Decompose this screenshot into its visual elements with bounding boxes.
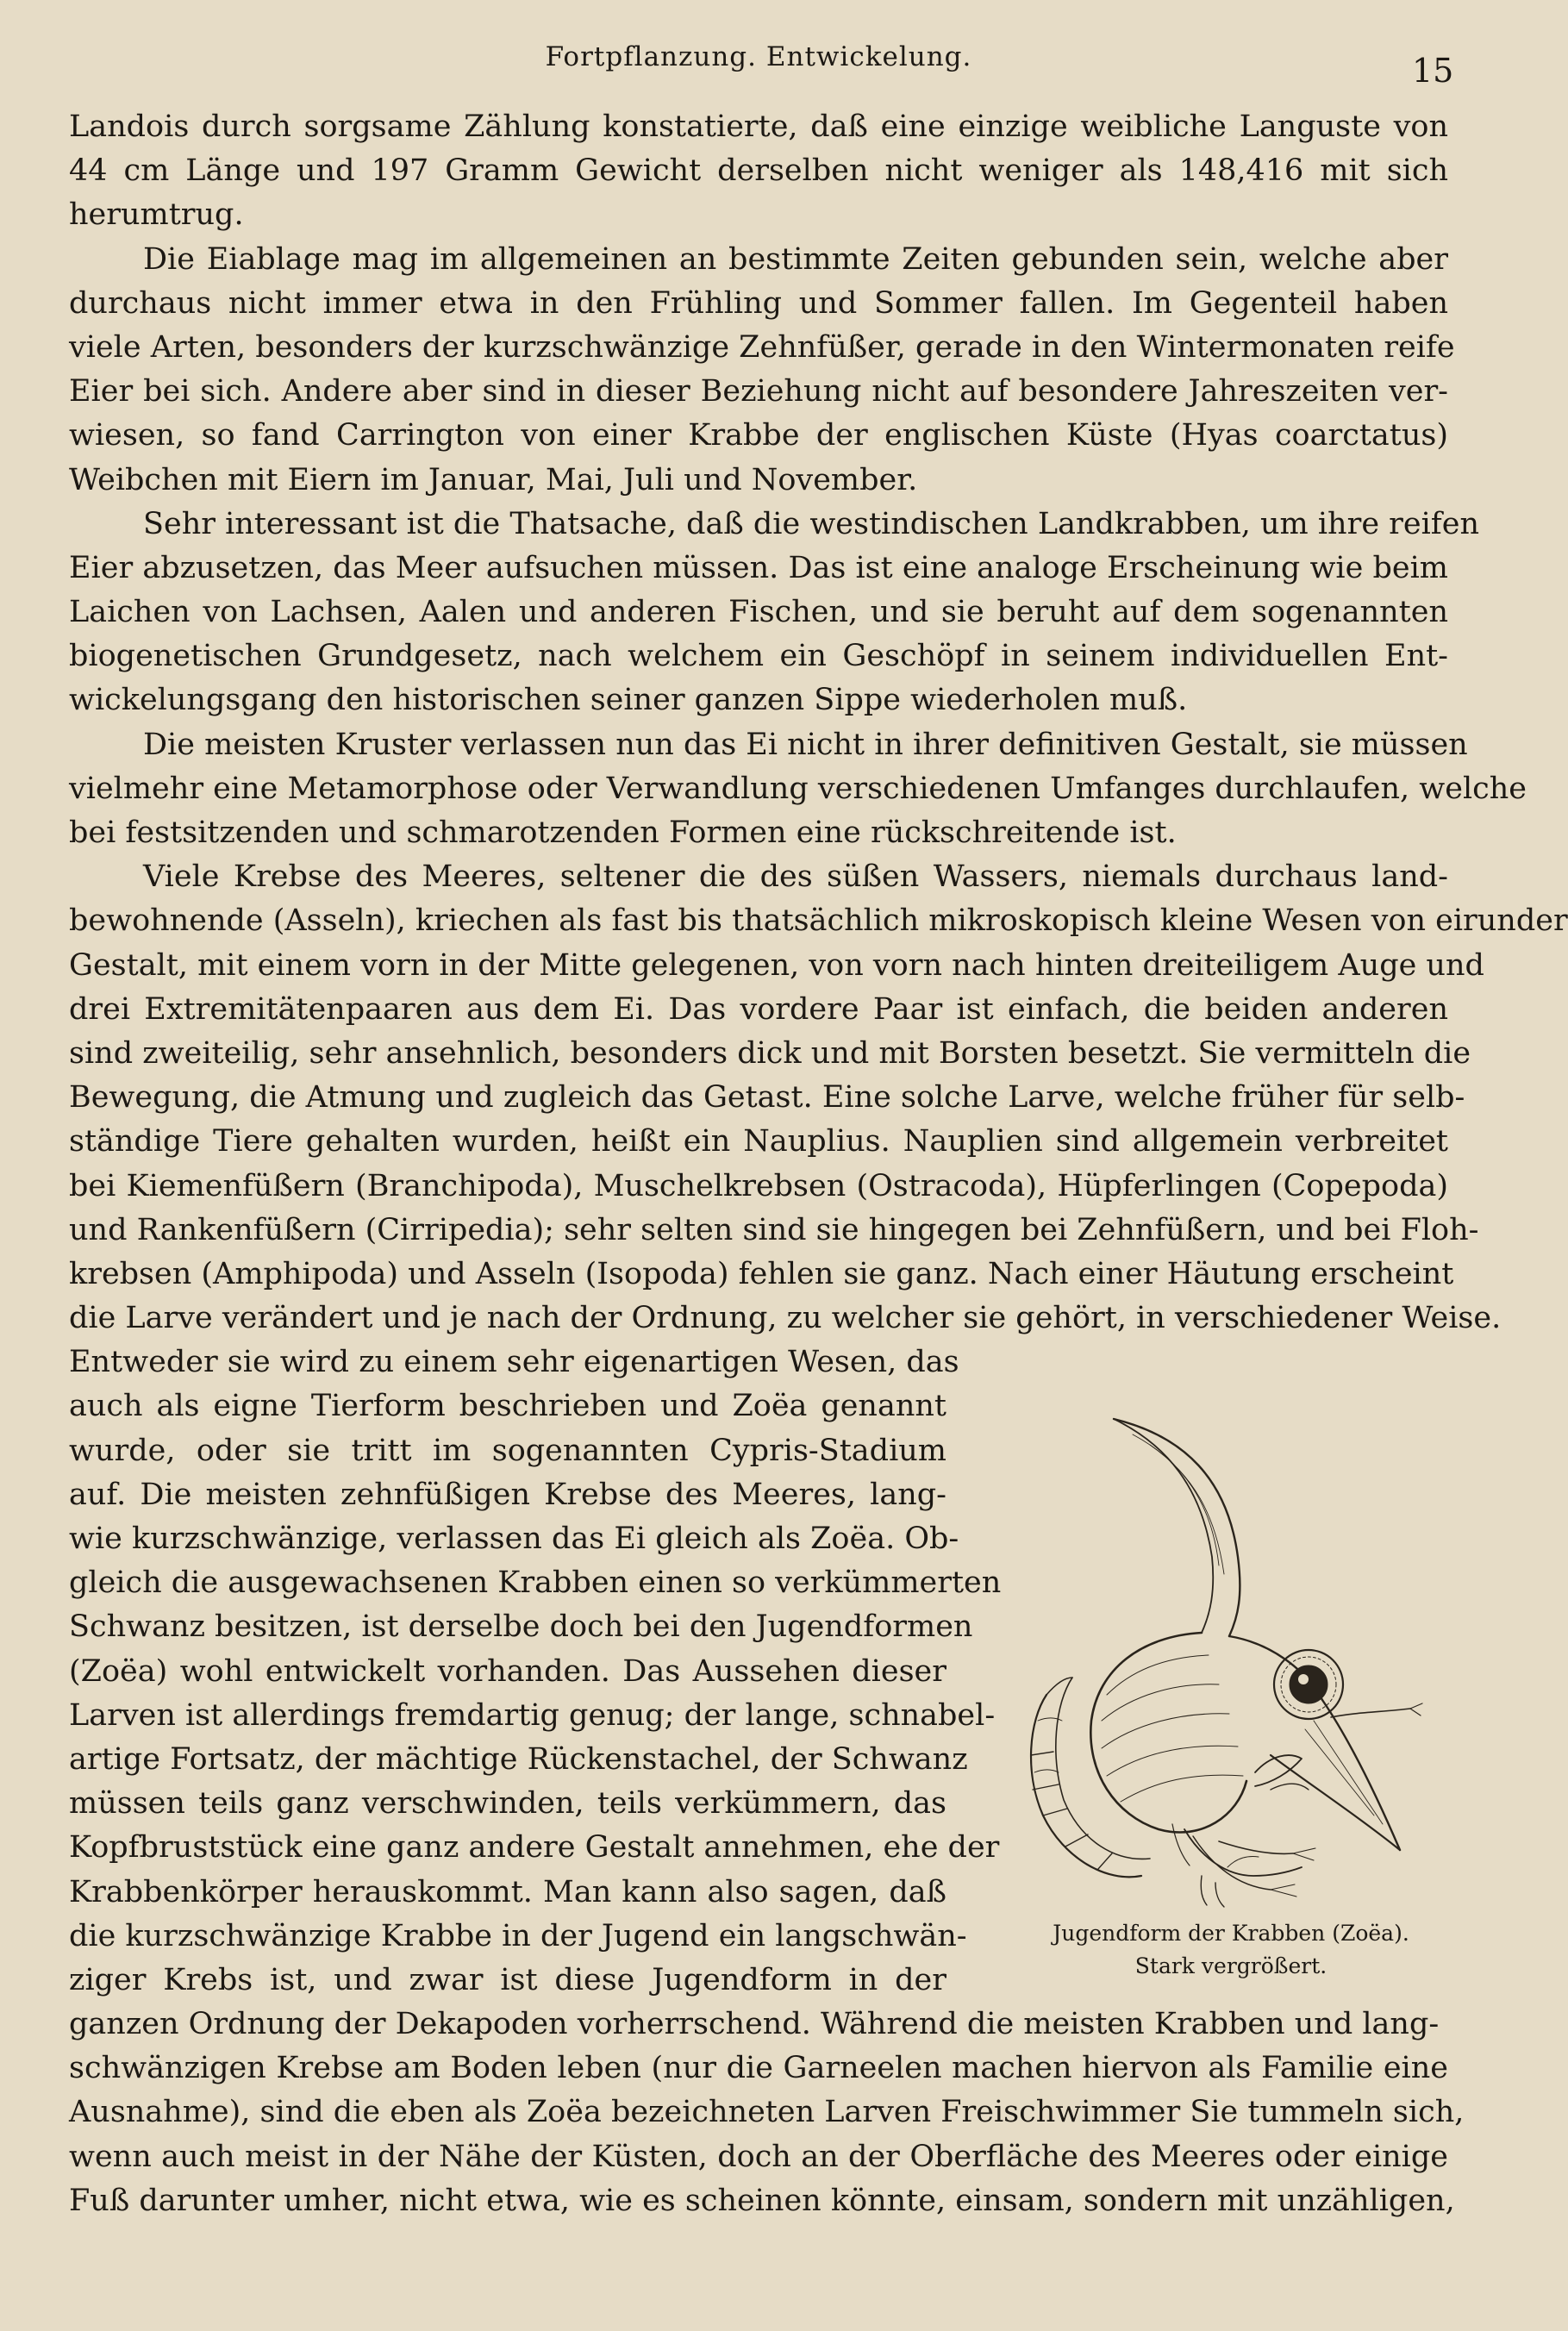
- text-line: die kurzschwänzige Krabbe in der Jugend ein langschwän-: [69, 1918, 967, 1953]
- text-line: Bewegung, die Atmung und zugleich das Getast. Eine solche Larve, welche früher für selb-: [69, 1080, 1465, 1116]
- text-line: 44 cm Länge und 197 Gramm Gewicht derselben nicht weniger als 148,416 mit sich: [69, 153, 1448, 189]
- text-line: Die meisten Kruster verlassen nun das Ei nicht in ihrer definitiven Gestalt, sie müssen: [143, 727, 1468, 762]
- text-line: die Larve verändert und je nach der Ordnung, zu welcher sie gehört, in verschiedener Weise.: [69, 1301, 1502, 1336]
- text-line: wie kurzschwänzige, verlassen das Ei gleich als Zoëa. Ob-: [69, 1522, 959, 1556]
- text-line: biogenetischen Grundgesetz, nach welchem ein Geschöpf in seinem individuellen Ent-: [69, 639, 1448, 674]
- running-title: Fortpflanzung. Entwickelung.: [545, 41, 972, 72]
- text-line: bewohnende (Asseln), kriechen als fast bis thatsächlich mikroskopisch kleine Wesen von eirunder: [69, 903, 1568, 939]
- text-line: viele Arten, besonders der kurzschwänzige Zehnfüßer, gerade in den Wintermonaten reife: [69, 329, 1455, 365]
- zoea-figure: [1007, 1410, 1455, 1983]
- figure-caption: [1007, 1917, 1455, 1983]
- caption-line: Jugendform der Krabben (Zoëa).: [1053, 1921, 1409, 1946]
- zoea-larva-illustration: [1012, 1410, 1443, 1910]
- text-line: wiesen, so fand Carrington von einer Krabbe der englischen Küste (Hyas coarctatus): [69, 418, 1448, 453]
- text-line: sind zweiteilig, sehr ansehnlich, besonders dick und mit Borsten besetzt. Sie vermitteln die: [69, 1035, 1471, 1071]
- text-line: ganzen Ordnung der Dekapoden vorherrschend. Während die meisten Krabben und lang-: [69, 2007, 1440, 2042]
- text-line: gleich die ausgewachsenen Krabben einen so verkümmerten: [69, 1565, 1002, 1601]
- text-line: Sehr interessant ist die Thatsache, daß die westindischen Landkrabben, um ihre reifen: [143, 506, 1480, 541]
- text-line: Kopfbruststück eine ganz andere Gestalt annehmen, ehe der: [69, 1830, 1000, 1865]
- text-line: Larven ist allerdings fremdartig genug; der lange, schnabel-: [69, 1697, 996, 1733]
- text-line: wurde, oder sie tritt im sogenannten Cypris-Stadium: [69, 1433, 946, 1468]
- text-line: Landois durch sorgsame Zählung konstatierte, daß eine einzige weibliche Languste von: [69, 109, 1448, 144]
- text-line: Schwanz besitzen, ist derselbe doch bei den Jugendformen: [69, 1609, 973, 1645]
- text-line: Fuß darunter umher, nicht etwa, wie es scheinen könnte, einsam, sondern mit unzähligen,: [69, 2183, 1455, 2218]
- text-line: bei Kiemenfüßern (Branchipoda), Muschelkrebsen (Ostracoda), Hüpferlingen (Copepoda): [69, 1168, 1448, 1203]
- text-line: schwänzigen Krebse am Boden leben (nur die Garneelen machen hiervon als Familie eine: [69, 2051, 1448, 2086]
- text-line: ziger Krebs ist, und zwar ist diese Jugendform in der: [69, 1962, 946, 1997]
- text-line: herumtrug.: [69, 197, 244, 233]
- text-line: Ausnahme), sind die eben als Zoëa bezeichneten Larven Freischwimmer Sie tummeln sich,: [69, 2095, 1465, 2130]
- text-line: müssen teils ganz verschwinden, teils verkümmern, das: [69, 1786, 946, 1822]
- text-line: Krabbenkörper herauskommt. Man kann also sagen, daß: [69, 1874, 946, 1909]
- text-line: vielmehr eine Metamorphose oder Verwandlung verschiedenen Umfanges durchlaufen, welche: [69, 771, 1527, 806]
- text-line: krebsen (Amphipoda) und Asseln (Isopoda) fehlen sie ganz. Nach einer Häutung erscheint: [69, 1256, 1454, 1291]
- text-line: auf. Die meisten zehnfüßigen Krebse des Meeres, lang-: [69, 1477, 946, 1512]
- text-line: wickelungsgang den historischen seiner ganzen Sippe wiederholen muß.: [69, 683, 1188, 718]
- text-line: drei Extremitätenpaaren aus dem Ei. Das vordere Paar ist einfach, die beiden anderen: [69, 991, 1448, 1027]
- text-line: Gestalt, mit einem vorn in der Mitte gelegenen, von vorn nach hinten dreiteiligem Auge und: [69, 947, 1484, 983]
- caption-line: Stark vergrößert.: [1134, 1953, 1327, 1978]
- text-line: Weibchen mit Eiern im Januar, Mai, Juli und November.: [69, 462, 918, 497]
- text-line: durchaus nicht immer etwa in den Frühling und Sommer fallen. Im Gegenteil haben: [69, 285, 1448, 321]
- text-line: Laichen von Lachsen, Aalen und anderen Fischen, und sie beruht auf dem sogenannten: [69, 595, 1448, 630]
- text-line: wenn auch meist in der Nähe der Küsten, doch an der Oberfläche des Meeres oder einige: [69, 2139, 1448, 2174]
- text-line: [69, 2223, 1448, 2267]
- text-line: bei festsitzenden und schmarotzenden Formen eine rückschreitende ist.: [69, 816, 1177, 850]
- text-line: ständige Tiere gehalten wurden, heißt ein Nauplius. Nauplien sind allgemein verbreitet: [69, 1124, 1448, 1159]
- text-line: und Rankenfüßern (Cirripedia); sehr selten sind sie hingegen bei Zehnfüßern, und bei Floh-: [69, 1212, 1479, 1247]
- text-line: artige Fortsatz, der mächtige Rückenstachel, der Schwanz: [69, 1741, 968, 1777]
- text-line: (Zoëa) wohl entwickelt vorhanden. Das Aussehen dieser: [69, 1653, 946, 1689]
- text-line: Entweder sie wird zu einem sehr eigenartigen Wesen, das: [69, 1345, 959, 1380]
- page-number: 15: [1412, 52, 1454, 90]
- text-line: Eier abzusetzen, das Meer aufsuchen müssen. Das ist eine analoge Erscheinung wie beim: [69, 550, 1448, 585]
- text-line: Eier bei sich. Andere aber sind in dieser Beziehung nicht auf besondere Jahreszeiten ver-: [69, 374, 1448, 409]
- text-line: Die Eiablage mag im allgemeinen an bestimmte Zeiten gebunden sein, welche aber: [143, 241, 1448, 277]
- text-line: auch als eigne Tierform beschrieben und Zoëa genannt: [69, 1389, 946, 1424]
- text-line: Viele Krebse des Meeres, seltener die des süßen Wassers, niemals durchaus land-: [143, 859, 1448, 895]
